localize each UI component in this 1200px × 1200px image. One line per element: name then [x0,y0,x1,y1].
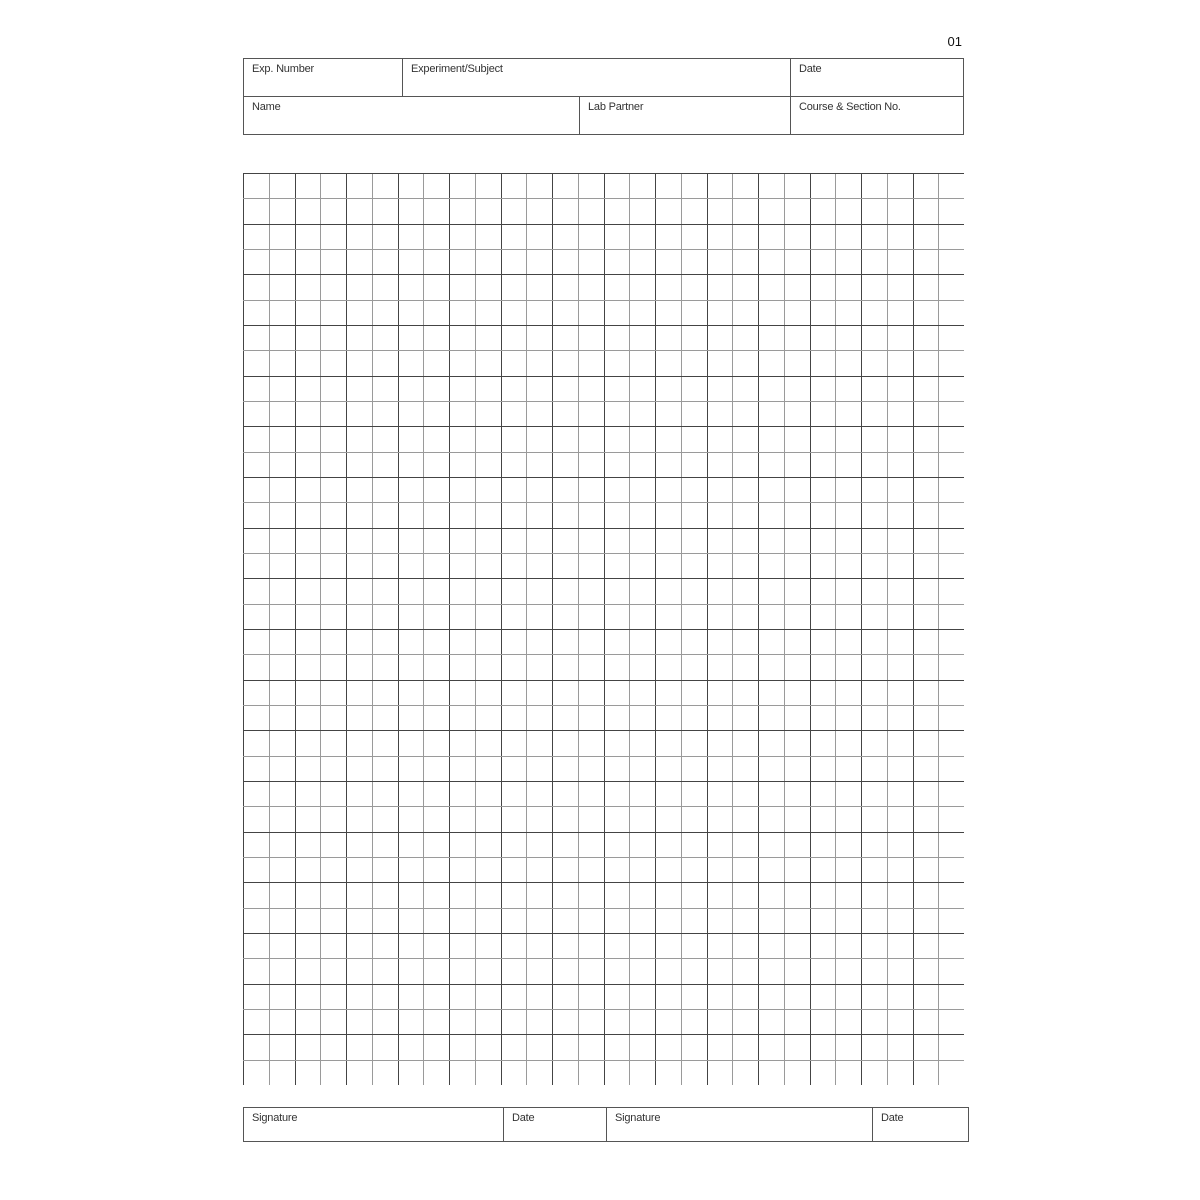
signature-1-label: Signature [252,1112,298,1124]
signature-1-date-label: Date [512,1112,535,1124]
signature-2-date-label: Date [881,1112,904,1124]
course-section-label: Course & Section No. [799,101,901,113]
signature-2-date-field[interactable] [872,1108,970,1141]
graph-paper-grid[interactable] [243,173,964,1085]
signature-2-field[interactable] [606,1108,872,1141]
header-row-2 [244,97,963,135]
grid-lines [243,173,964,1085]
lab-partner-label: Lab Partner [588,101,644,113]
header-row-1 [244,59,963,97]
course-section-field[interactable] [790,97,965,135]
signature-1-field[interactable] [244,1108,503,1141]
header-form-table [243,58,964,135]
header-date-label: Date [799,63,822,75]
name-label: Name [252,101,281,113]
exp-number-field[interactable] [244,59,402,96]
signature-2-label: Signature [615,1112,661,1124]
page-number: 01 [947,34,962,49]
signature-footer-table [243,1107,969,1142]
experiment-subject-field[interactable] [402,59,790,96]
lab-partner-field[interactable] [579,97,790,135]
exp-number-label: Exp. Number [252,63,314,75]
header-date-field[interactable] [790,59,965,96]
name-field[interactable] [244,97,579,135]
experiment-subject-label: Experiment/Subject [411,63,503,75]
signature-1-date-field[interactable] [503,1108,606,1141]
